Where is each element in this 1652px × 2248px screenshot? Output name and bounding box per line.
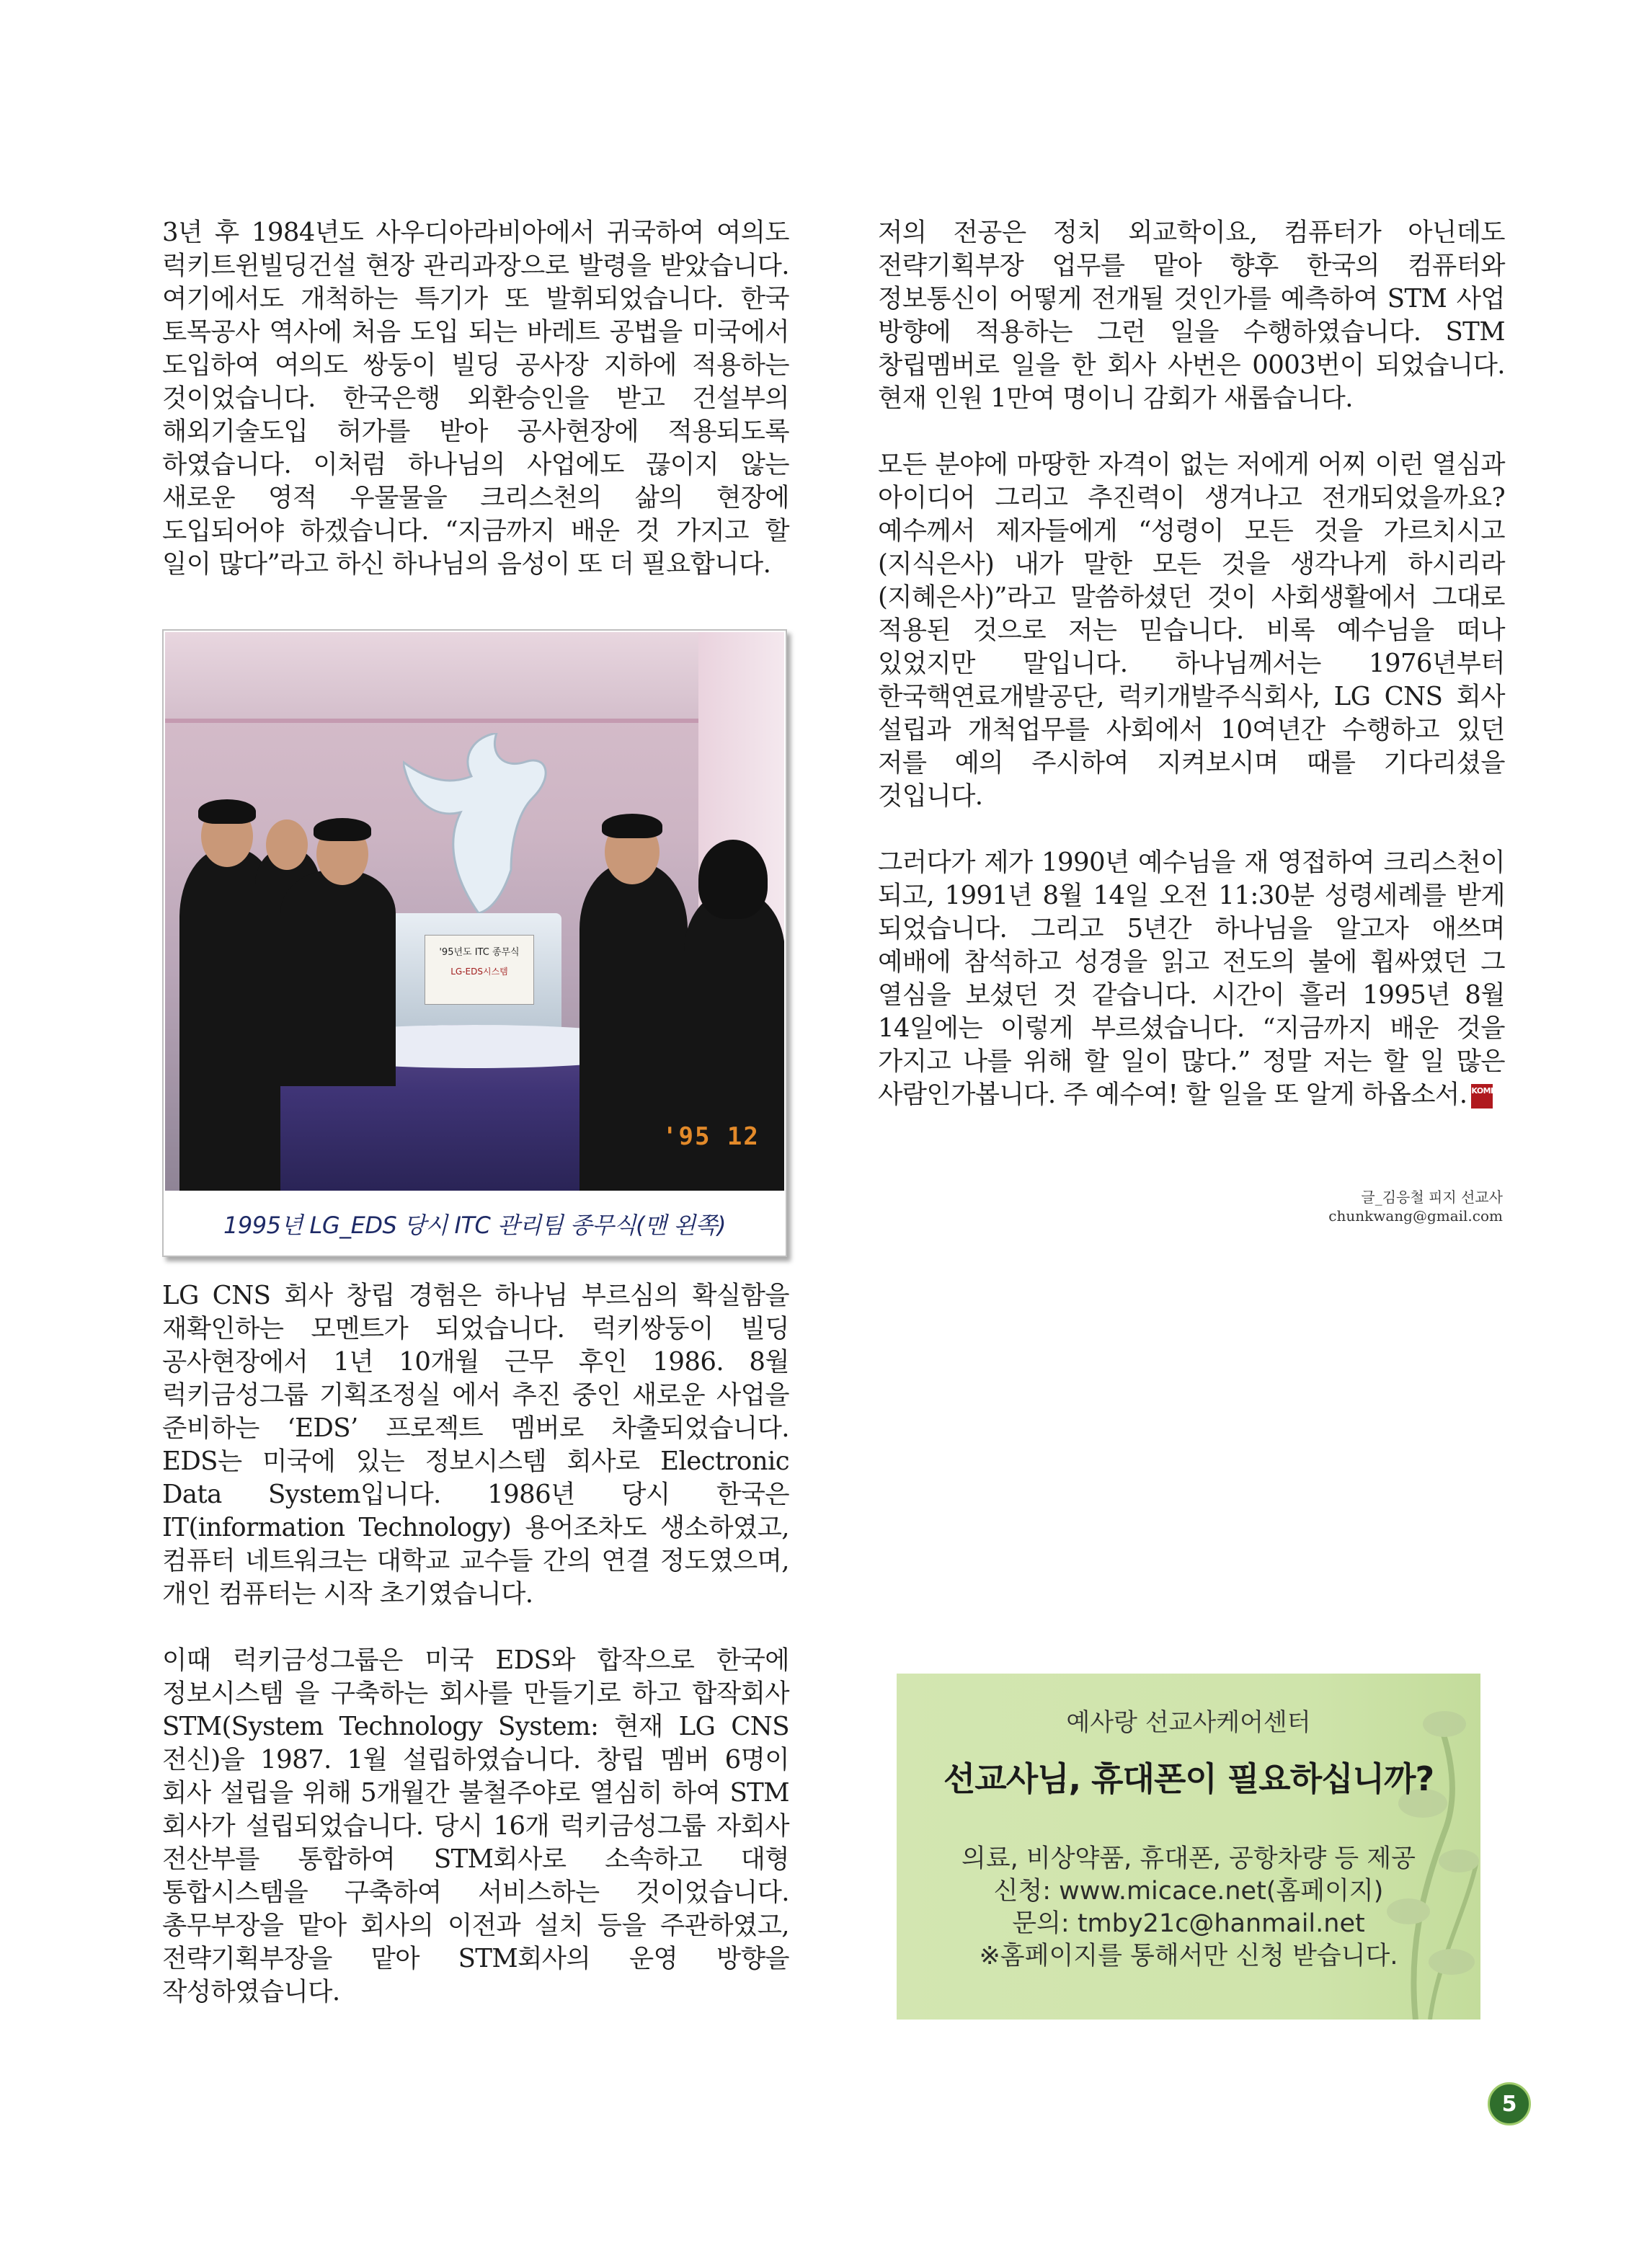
event-sign xyxy=(425,935,534,1005)
ad-line-note: ※홈페이지를 통해서만 신청 받습니다. xyxy=(979,1942,1398,1971)
article-paragraph-4: 저의 전공은 정치 외교학이요, 컴퓨터가 아닌데도 전략기획부장 업무를 맡아 향후 한국의 컴퓨터와 정보통신이 어떻게 전개될 것인가를 예측하여 STM 사업 방향에 적용하는 그런 일을 수행하였습니다. STM 창립멤버로 일을 한 회사 사번은 0003번이 되었습니다. 현재 인원 1만여 명이니 감회가 새롭습니다. xyxy=(878,218,1505,413)
article-paragraph-5: 모든 분야에 마땅한 자격이 없는 저에게 어찌 이런 열심과 아이디어 그리고 추진력이 생겨나고 전개되었을까요? 예수께서 제자들에게 “성령이 모든 것을 가르치시고 (지식은사) 내가 말한 모든 것을 생각나게 하시리라 (지혜은사)”라고 말씀하셨던 것이 사회생활에서 그대로 적용된 것으로 저는 믿습니다. 비록 예수님을 떠나 있었지만 말입니다. 하나님께서는 1976년부터 한국핵연료개발공단, 럭키개발주식회사, LG CNS 회사 설립과 개척업무를 사회에서 10여년간 수행하고 있던 저를 예의 주시하여 지켜보시며 때를 기다리셨을 것입니다. xyxy=(878,450,1505,811)
ad-line-services: 의료, 비상약품, 휴대폰, 공항차량 등 제공 xyxy=(962,1844,1416,1873)
event-sign-line-1: '95년도 ITC 종무식 xyxy=(439,947,520,958)
article-paragraph-2: LG CNS 회사 창립 경험은 하나님 부르심의 확실함을 재확인하는 모멘트가 되었습니다. 럭키쌍둥이 빌딩 공사현장에서 1년 10개월 근무 후인 1986. 8월 럭키금성그룹 기획조정실 에서 추진 중인 새로운 사업을 준비하는 ‘EDS’ 프로젝트 멤버로 차출되었습니다. EDS는 미국에 있는 정보시스템 회사로 Electronic Data System입니다. 1986년 당시 한국은 IT(information Technology) 용어조차도 생소하였고, 컴퓨터 네트워크는 대학교 교수들 간의 연결 정도였으며, 개인 컴퓨터는 시작 초기였습니다. xyxy=(162,1281,789,1609)
event-sign-line-2: LG-EDS시스템 xyxy=(450,967,508,977)
byline-email: chunkwang@gmail.com xyxy=(1328,1207,1503,1225)
advertisement-box xyxy=(897,1674,1480,2020)
end-mark-logo: KOMI xyxy=(1471,1084,1493,1109)
ice-eagle-sculpture xyxy=(403,733,554,920)
page-number: 5 xyxy=(1488,2082,1531,2125)
photo-frame xyxy=(162,629,787,1257)
photo-ceiling xyxy=(165,632,784,719)
person-5-hair xyxy=(698,840,768,919)
person-1-hair xyxy=(198,799,256,824)
ad-headline: 선교사님, 휴대폰이 필요하십니까? xyxy=(943,1759,1434,1798)
byline-author: 글_김응철 피지 선교사 xyxy=(1361,1189,1503,1206)
photo-wall-trim xyxy=(165,719,784,723)
person-3-hair xyxy=(314,818,371,841)
byline xyxy=(1328,1188,1503,1225)
left-column-lower xyxy=(162,1279,789,2009)
photo-date-stamp: '95 12 xyxy=(662,1122,760,1151)
ad-details xyxy=(897,1843,1480,1973)
person-3 xyxy=(280,870,396,1086)
right-column xyxy=(878,216,1505,1111)
person-4-hair xyxy=(602,814,662,838)
article-paragraph-3: 이때 럭키금성그룹은 미국 EDS와 합작으로 한국에 정보시스템 을 구축하는 회사를 만들기로 하고 합작회사 STM(System Technology System: 현재 LG CNS 전신)을 1987. 1월 설립하였습니다. 창립 멤버 6명이 회사 설립을 위해 5개월간 불철주야로 열심히 하여 STM 회사가 설립되었습니다. 당시 16개 럭키금성그룹 자회사 전산부를 통합하여 STM회사로 소속하고 대형 통합시스템을 구축하여 서비스하는 것이었습니다. 총무부장을 맡아 회사의 이전과 설치 등을 주관하였고, 전략기획부장을 맡아 STM회사의 운영 방향을 작성하였습니다. xyxy=(162,1645,789,2007)
ad-organization: 예사랑 선교사케어센터 xyxy=(1066,1708,1311,1737)
photo-caption: 1995년 LG_EDS 당시 ITC 관리팀 종무식(맨 왼쪽) xyxy=(223,1211,726,1239)
ad-line-contact: 문의: tmby21c@hanmail.net xyxy=(1012,1909,1365,1938)
event-photo xyxy=(165,632,784,1191)
article-paragraph-6 xyxy=(878,846,1505,1111)
article-paragraph-6-text: 그러다가 제가 1990년 예수님을 재 영접하여 크리스천이 되고, 1991년 8월 14일 오전 11:30분 성령세례를 받게 되었습니다. 그리고 5년간 하나님을 알고자 애쓰며 예배에 참석하고 성경을 읽고 전도의 불에 휩싸였던 그 열심을 보셨던 것 같습니다. 시간이 흘러 1995년 8월 14일에는 이렇게 부르셨습니다. “지금까지 배운 것을 가지고 나를 위해 할 일이 많다.” 정말 저는 할 일 많은 사람인가봅니다. 주 예수여! 할 일을 또 알게 하옵소서. xyxy=(878,848,1505,1109)
article-paragraph-1: 3년 후 1984년도 사우디아라비아에서 귀국하여 여의도 럭키트윈빌딩건설 현장 관리과장으로 발령을 받았습니다. 여기에서도 개척하는 특기가 또 발휘되었습니다. 한국 토목공사 역사에 처음 도입 되는 바레트 공법을 미국에서 도입하여 여의도 쌍둥이 빌딩 공사장 지하에 적용하는 것이었습니다. 한국은행 외환승인을 받고 건설부의 해외기술도입 허가를 받아 공사현장에 적용되도록 하였습니다. 이처럼 하나님의 사업에도 끊이지 않는 새로운 영적 우물물을 크리스천의 삶의 현장에 도입되어야 하겠습니다. “지금까지 배운 것 가지고 할 일이 많다”라고 하신 하나님의 음성이 또 더 필요합니다. xyxy=(162,218,789,579)
left-column xyxy=(162,216,789,581)
ad-line-apply: 신청: www.micace.net(홈페이지) xyxy=(993,1877,1384,1906)
person-2-head xyxy=(266,819,308,870)
